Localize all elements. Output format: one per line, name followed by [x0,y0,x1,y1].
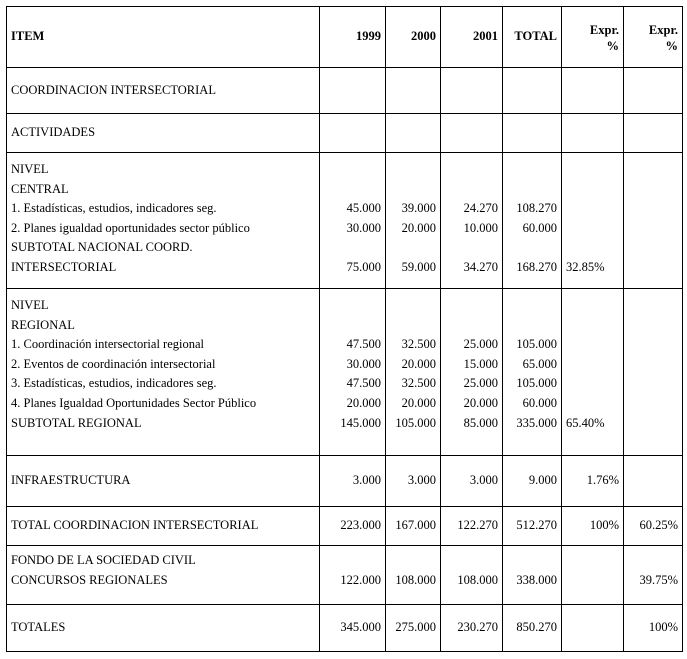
regional-total-col: 105.000 65.000 105.000 60.000 335.000 [503,289,562,456]
section-row-actividades [7,114,683,153]
header-total: TOTAL [503,7,562,68]
header-row [7,7,683,68]
budget-table [6,6,683,652]
central-subtotal-label-1: SUBTOTAL NACIONAL COORD. [11,240,193,255]
central-1999-col: 45.000 30.000 75.000 [320,153,386,289]
infraestructura-row: INFRAESTRUCTURA 3.000 3.000 3.000 9.000 1.76% [7,456,683,507]
regional-1999-col: 47.500 30.000 47.500 20.000 145.000 [320,289,386,456]
header-2001: 2001 [441,7,503,68]
nivel-central-block [7,153,683,289]
regional-subtotal-label: SUBTOTAL REGIONAL [11,415,142,430]
total-coordinacion-row: TOTAL COORDINACION INTERSECTORIAL 223.000 167.000 122.270 512.270 100% 60.25% [7,507,683,546]
totales-label: TOTALES [7,605,320,652]
section-row-coordinacion [7,68,683,114]
regional-row-2-label: 2. Eventos de coordinación intersectorial [11,356,216,371]
central-row-1-label: 1. Estadísticas, estudios, indicadores seg. [11,201,217,216]
fondo-row: FONDO DE LA SOCIEDAD CIVIL CONCURSOS REGIONALES 122.000 108.000 108.000 338.000 39.75% [7,546,683,605]
header-expr-2: Expr. % [624,7,683,68]
regional-expr1-col: 65.40% [562,289,624,456]
nivel-regional-title-1: NIVEL [11,298,49,312]
central-expr1-col: 32.85% [562,153,624,289]
regional-row-4-label: 4. Planes Igualdad Oportunidades Sector Público [11,395,257,410]
central-2000-col: 39.000 20.000 59.000 [386,153,441,289]
central-row-2-label: 2. Planes igualdad oportunidades sector público [11,220,250,235]
section-coordinacion: COORDINACION INTERSECTORIAL [7,68,320,114]
regional-row-3-label: 3. Estadísticas, estudios, indicadores seg. [11,376,217,391]
header-1999: 1999 [320,7,386,68]
nivel-regional-title-2: REGIONAL [11,317,75,332]
fondo-label: FONDO DE LA SOCIEDAD CIVIL CONCURSOS REGIONALES [7,546,320,605]
nivel-central-title-1: NIVEL [11,162,49,176]
regional-row-1-label: 1. Coordinación intersectorial regional [11,337,204,352]
central-total-col: 108.270 60.000 168.270 [503,153,562,289]
nivel-regional-block [7,289,683,456]
header-2000: 2000 [386,7,441,68]
nivel-central-title-2: CENTRAL [11,181,69,196]
infraestructura-label: INFRAESTRUCTURA [7,456,320,507]
central-subtotal-label-2: INTERSECTORIAL [11,259,117,274]
regional-2000-col: 32.500 20.000 32.500 20.000 105.000 [386,289,441,456]
central-2001-col: 24.270 10.000 34.270 [441,153,503,289]
header-expr-1: Expr. % [562,7,624,68]
nivel-regional-labels [7,289,320,456]
total-coordinacion-label: TOTAL COORDINACION INTERSECTORIAL [7,507,320,546]
totales-row: TOTALES 345.000 275.000 230.270 850.270 100% [7,605,683,652]
regional-2001-col: 25.000 15.000 25.000 20.000 85.000 [441,289,503,456]
header-item: ITEM [7,7,320,68]
nivel-central-labels [7,153,320,289]
section-actividades: ACTIVIDADES [7,114,320,153]
